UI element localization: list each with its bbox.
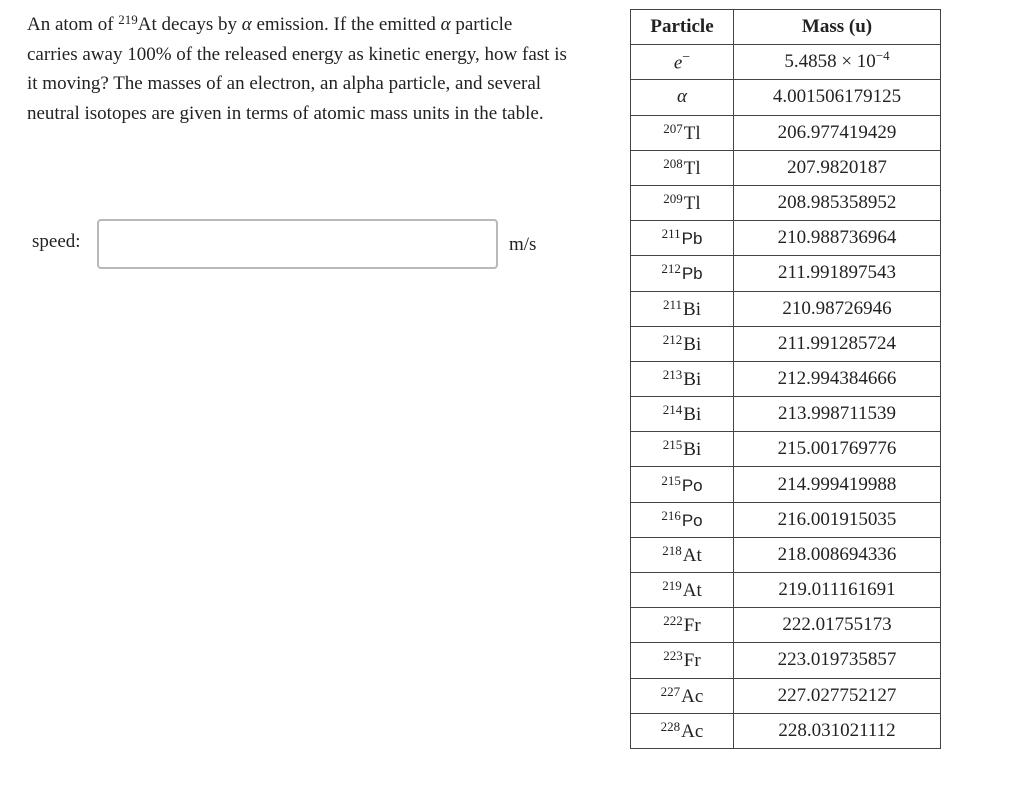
mass-cell [734,467,941,502]
table-row [631,537,941,572]
question-part2: decays by [156,14,242,35]
mass-value: 211.991897543 [777,262,897,284]
table-row [631,115,941,150]
mass-exponent: −4 [875,48,890,64]
mass-number: 211 [663,296,683,312]
question-isotope-mass: 219 [118,12,138,27]
particle-symbol: Fr [683,615,701,637]
mass-value: 208.985358952 [777,192,897,214]
mass-cell [734,608,941,643]
table-row [631,256,941,291]
mass-number: 208 [663,155,683,171]
mass-value: 228.031021112 [778,719,896,741]
question-alpha-symbol: α [241,14,252,35]
particle-cell [631,115,734,150]
mass-number: 214 [662,402,683,418]
particle-symbol: Tl [683,122,701,144]
particle-cell [631,573,734,608]
particle-cell [631,256,734,291]
particle-symbol: Ac [681,685,704,707]
table-row [631,608,941,643]
table-row [631,80,941,115]
table-row [631,678,941,713]
particle-cell [631,326,734,361]
particle-symbol: At [682,544,702,566]
mass-cell [734,397,941,432]
speed-unit: m/s [509,234,537,255]
mass-cell [734,643,941,678]
particle-symbol: Pb [681,264,703,284]
particle-symbol: Bi [683,368,702,390]
speed-label: speed: [32,231,81,252]
mass-number: 227 [660,683,681,699]
particle-cell [631,467,734,502]
table-row [631,713,941,748]
header-mass: Mass (u) [734,10,941,45]
particle-cell [631,80,734,115]
table-row [631,291,941,326]
table-row [631,397,941,432]
mass-value: 4.001506179125 [772,86,902,108]
mass-number: 218 [662,542,682,558]
speed-input[interactable] [97,219,498,269]
mass-value: 5.4858 × 10 [784,51,876,73]
table-row [631,221,941,256]
particle-cell [631,713,734,748]
mass-value: 215.001769776 [777,438,897,460]
particle-symbol: e [673,52,683,74]
mass-number: 215 [662,437,683,453]
mass-cell [734,502,941,537]
mass-value: 206.977419429 [777,121,897,143]
mass-number: 207 [663,120,683,136]
mass-value: 222.01755173 [782,614,892,636]
question-part1: An atom of [27,14,119,35]
particle-symbol: Bi [683,333,702,355]
table-row [631,643,941,678]
header-particle: Particle [631,10,734,45]
mass-number: 222 [663,613,683,629]
mass-value: 211.991285724 [777,332,897,354]
particle-cell [631,432,734,467]
mass-cell [734,150,941,185]
mass-cell [734,80,941,115]
mass-cell [734,221,941,256]
mass-value: 223.019735857 [777,649,897,671]
particle-cell [631,397,734,432]
mass-cell [734,115,941,150]
particle-cell [631,291,734,326]
mass-number: 219 [662,578,682,594]
mass-cell [734,432,941,467]
particle-symbol: Tl [683,157,701,179]
particle-symbol: Pb [681,229,703,249]
mass-cell [734,361,941,396]
table-row [631,361,941,396]
particle-cell [631,502,734,537]
table-row [631,150,941,185]
particle-cell [631,221,734,256]
table-row [631,326,941,361]
particle-cell [631,643,734,678]
table-row [631,573,941,608]
mass-value: 214.999419988 [777,473,897,495]
particle-symbol: Ac [681,720,704,742]
mass-number: 223 [663,648,683,664]
mass-number: 212 [661,261,681,277]
mass-number: 228 [660,718,681,734]
table-row [631,502,941,537]
mass-value: 216.001915035 [777,508,897,530]
particle-symbol: Po [681,510,703,530]
particle-cell [631,45,734,80]
particle-symbol: Bi [683,439,702,461]
question-alpha-symbol-2: α [440,14,451,35]
mass-value: 210.98726946 [782,297,892,319]
particle-cell [631,678,734,713]
table-row [631,45,941,80]
mass-value: 227.027752127 [777,684,897,706]
mass-number: 213 [662,366,683,382]
mass-cell [734,185,941,220]
mass-cell [734,256,941,291]
question-text [27,10,567,128]
mass-number: 211 [661,226,681,242]
particle-cell [631,537,734,572]
particle-symbol: α [677,86,687,108]
mass-cell [734,678,941,713]
mass-value: 219.011161691 [778,579,896,601]
particle-cell [631,361,734,396]
mass-cell [734,537,941,572]
mass-table [630,9,941,749]
particle-symbol: At [682,580,702,602]
particle-symbol: Bi [683,404,702,426]
particle-cell [631,608,734,643]
question-part4: particle carries away 100% of the released energy as kinetic energy, how fast is it moving? The masses of an electron, an alpha particle, and several neutral isotopes are given in terms of atomic mass units in the table. [27,14,567,124]
table-row [631,185,941,220]
mass-table-body [631,45,941,749]
table-row [631,432,941,467]
mass-cell [734,713,941,748]
table-header-row [631,10,941,45]
particle-symbol: Tl [683,193,701,215]
mass-value: 212.994384666 [777,367,897,389]
particle-symbol: Bi [683,298,701,320]
particle-cell [631,185,734,220]
mass-value: 210.988736964 [777,227,897,249]
particle-cell [631,150,734,185]
mass-value: 207.9820187 [787,156,887,178]
particle-symbol: Fr [683,650,701,672]
question-isotope-symbol: At [137,14,157,35]
mass-value: 218.008694336 [777,543,897,565]
mass-number: 209 [663,191,683,207]
mass-number: 212 [662,331,683,347]
mass-cell [734,573,941,608]
mass-cell [734,45,941,80]
particle-charge: − [682,50,691,66]
question-part3: emission. If the emitted [251,14,441,35]
mass-cell [734,326,941,361]
table-row [631,467,941,502]
mass-number: 216 [661,507,681,523]
mass-cell [734,291,941,326]
particle-symbol: Po [681,475,703,495]
mass-value: 213.998711539 [777,403,897,425]
mass-number: 215 [661,472,681,488]
